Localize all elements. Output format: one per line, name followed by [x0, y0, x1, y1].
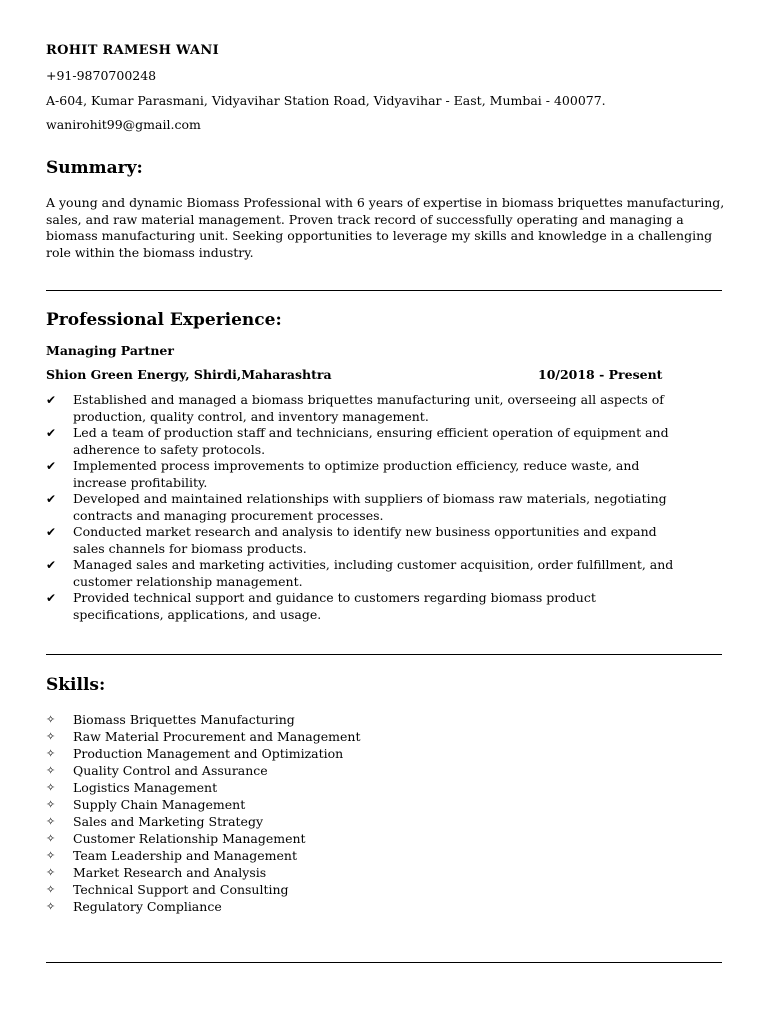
section-divider	[46, 654, 722, 655]
summary-heading: Summary:	[46, 158, 143, 178]
four-point-star-icon: ✧	[46, 764, 56, 777]
list-item	[46, 779, 360, 796]
four-point-star-icon: ✧	[46, 849, 56, 862]
list-item	[46, 425, 686, 458]
list-item-text: Raw Material Procurement and Management	[73, 729, 361, 744]
list-item	[46, 557, 686, 590]
four-point-star-icon: ✧	[46, 866, 56, 879]
four-point-star-icon: ✧	[46, 713, 56, 726]
list-item-text: Provided technical support and guidance to customers regarding biomass product specifications, applications, and usage.	[73, 590, 596, 622]
check-icon: ✔	[46, 492, 57, 506]
four-point-star-icon: ✧	[46, 883, 56, 896]
experience-heading: Professional Experience:	[46, 310, 282, 330]
list-item	[46, 392, 686, 425]
check-icon: ✔	[46, 459, 57, 473]
four-point-star-icon: ✧	[46, 747, 56, 760]
address: A-604, Kumar Parasmani, Vidyavihar Station Road, Vidyavihar - East, Mumbai - 400077.	[46, 93, 606, 108]
list-item	[46, 711, 360, 728]
skills-heading: Skills:	[46, 675, 106, 695]
list-item-text: Quality Control and Assurance	[73, 763, 268, 778]
list-item-text: Sales and Marketing Strategy	[73, 814, 264, 829]
four-point-star-icon: ✧	[46, 815, 56, 828]
four-point-star-icon: ✧	[46, 832, 56, 845]
list-item	[46, 491, 686, 524]
check-icon: ✔	[46, 591, 57, 605]
section-divider	[46, 962, 722, 963]
check-icon: ✔	[46, 525, 57, 539]
job-dates: 10/2018 - Present	[538, 367, 663, 382]
list-item-text: Team Leadership and Management	[73, 848, 297, 863]
list-item-text: Implemented process improvements to optimize production efficiency, reduce waste, and increase profitability.	[73, 458, 640, 490]
four-point-star-icon: ✧	[46, 900, 56, 913]
list-item	[46, 830, 360, 847]
list-item	[46, 745, 360, 762]
list-item-text: Customer Relationship Management	[73, 831, 306, 846]
check-icon: ✔	[46, 393, 57, 407]
list-item	[46, 728, 360, 745]
list-item	[46, 590, 686, 623]
skills-list	[46, 711, 360, 915]
list-item	[46, 847, 360, 864]
list-item	[46, 881, 360, 898]
list-item	[46, 813, 360, 830]
company-name: Shion Green Energy, Shirdi,Maharashtra	[46, 367, 332, 382]
list-item	[46, 762, 360, 779]
list-item-text: Supply Chain Management	[73, 797, 246, 812]
four-point-star-icon: ✧	[46, 798, 56, 811]
list-item-text: Developed and maintained relationships with suppliers of biomass raw materials, negotiating contracts and managing procurement processes.	[73, 491, 667, 523]
list-item-text: Regulatory Compliance	[73, 899, 222, 914]
list-item	[46, 458, 686, 491]
experience-list	[46, 392, 686, 623]
list-item	[46, 796, 360, 813]
summary-text: A young and dynamic Biomass Professional with 6 years of expertise in biomass briquettes manufacturing, sales, and raw material management. Proven track record of successfully operating and managing a biomass manufacturing unit. Seeking opportunities to leverage my skills and knowledge in a challenging role within the biomass industry.	[46, 195, 725, 260]
list-item-text: Production Management and Optimization	[73, 746, 344, 761]
list-item-text: Led a team of production staff and technicians, ensuring efficient operation of equipment and adherence to safety protocols.	[73, 425, 669, 457]
list-item-text: Logistics Management	[73, 780, 218, 795]
list-item	[46, 864, 360, 881]
list-item-text: Market Research and Analysis	[73, 865, 267, 880]
list-item-text: Managed sales and marketing activities, including customer acquisition, order fulfillment, and customer relationship management.	[73, 557, 674, 589]
email-address: wanirohit99@gmail.com	[46, 117, 201, 132]
list-item	[46, 524, 686, 557]
job-role: Managing Partner	[46, 343, 174, 358]
four-point-star-icon: ✧	[46, 781, 56, 794]
candidate-name: ROHIT RAMESH WANI	[46, 43, 219, 58]
check-icon: ✔	[46, 426, 57, 440]
list-item-text: Conducted market research and analysis to identify new business opportunities and expand sales channels for biomass products.	[73, 524, 657, 556]
list-item-text: Biomass Briquettes Manufacturing	[73, 712, 295, 727]
list-item-text: Established and managed a biomass briquettes manufacturing unit, overseeing all aspects of production, quality control, and inventory management.	[73, 392, 664, 424]
four-point-star-icon: ✧	[46, 730, 56, 743]
list-item	[46, 898, 360, 915]
phone-number: +91-9870700248	[46, 68, 157, 83]
section-divider	[46, 290, 722, 291]
list-item-text: Technical Support and Consulting	[73, 882, 289, 897]
check-icon: ✔	[46, 558, 57, 572]
